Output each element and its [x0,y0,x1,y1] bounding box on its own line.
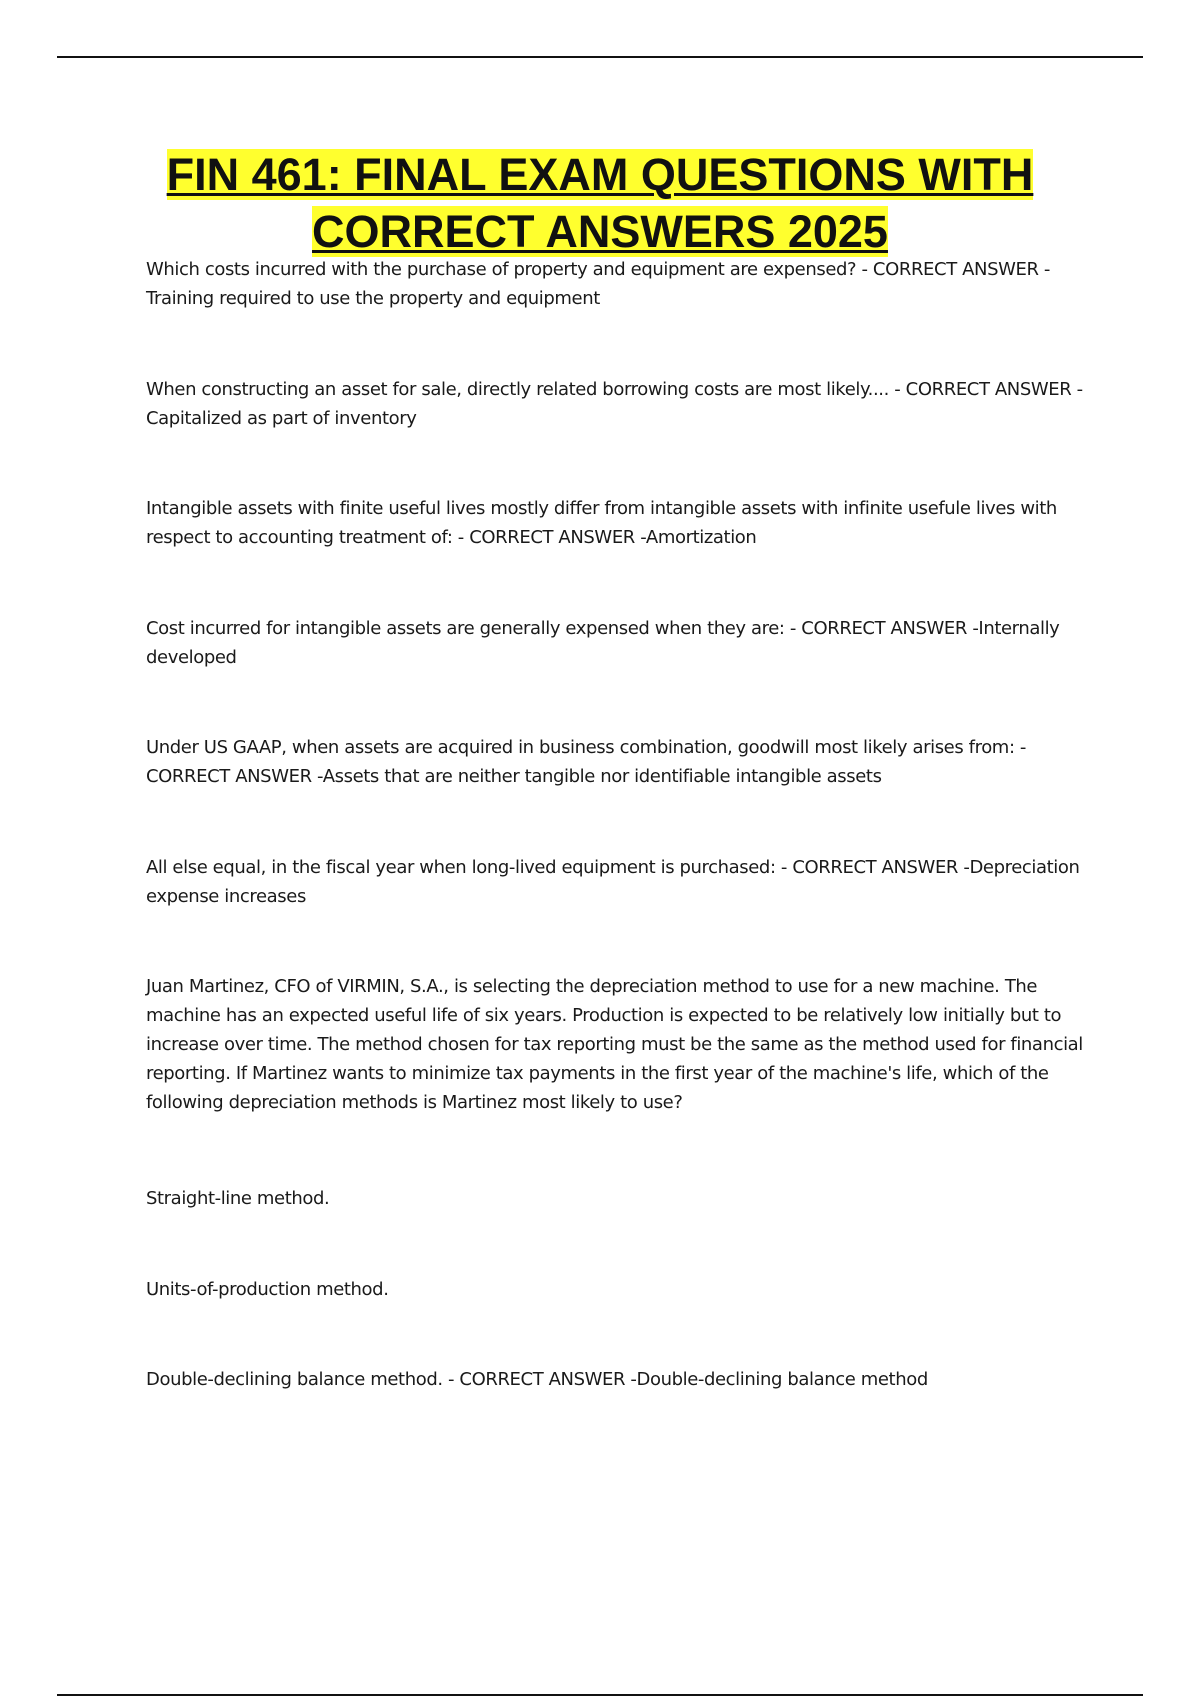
option-double-declining: Double-declining balance method. - CORRECT ANSWER -Double-declining balance method [146,1369,928,1390]
question-5: Under US GAAP, when assets are acquired in business combination, goodwill most likely arises from: - CORRECT ANSWER -Assets that are neither tangible nor identifiable intangible assets [146,737,1027,787]
option-straight-line: Straight-line method. [146,1188,330,1209]
option-units-of-production: Units-of-production method. [146,1279,389,1300]
question-3: Intangible assets with finite useful lives mostly differ from intangible assets with infinite usefule lives with respect to accounting treatment of: - CORRECT ANSWER -Amortization [146,498,1057,548]
question-2: When constructing an asset for sale, directly related borrowing costs are most likely.... - CORRECT ANSWER -Capitalized as part of inventory [146,379,1083,429]
title-highlight: FIN 461: FINAL EXAM QUESTIONS WITH CORRECT ANSWERS 2025 [166,149,1034,257]
bottom-rule [57,1694,1143,1696]
question-4: Cost incurred for intangible assets are generally expensed when they are: - CORRECT ANSWER -Internally developed [146,618,1060,668]
question-6: All else equal, in the fiscal year when long-lived equipment is purchased: - CORRECT ANSWER -Depreciation expense increases [146,857,1080,907]
top-rule [57,56,1143,58]
document-title [100,146,1100,260]
question-1: Which costs incurred with the purchase of property and equipment are expensed? - CORRECT ANSWER -Training required to use the property and equipment [146,259,1051,309]
question-7: Juan Martinez, CFO of VIRMIN, S.A., is selecting the depreciation method to use for a new machine. The machine has an expected useful life of six years. Production is expected to be relatively low initially but to increase over time. The method chosen for tax reporting must be the same as the method used for financial reporting. If Martinez wants to minimize tax payments in the first year of the machine's life, which of the following depreciation methods is Martinez most likely to use? [146,976,1083,1113]
